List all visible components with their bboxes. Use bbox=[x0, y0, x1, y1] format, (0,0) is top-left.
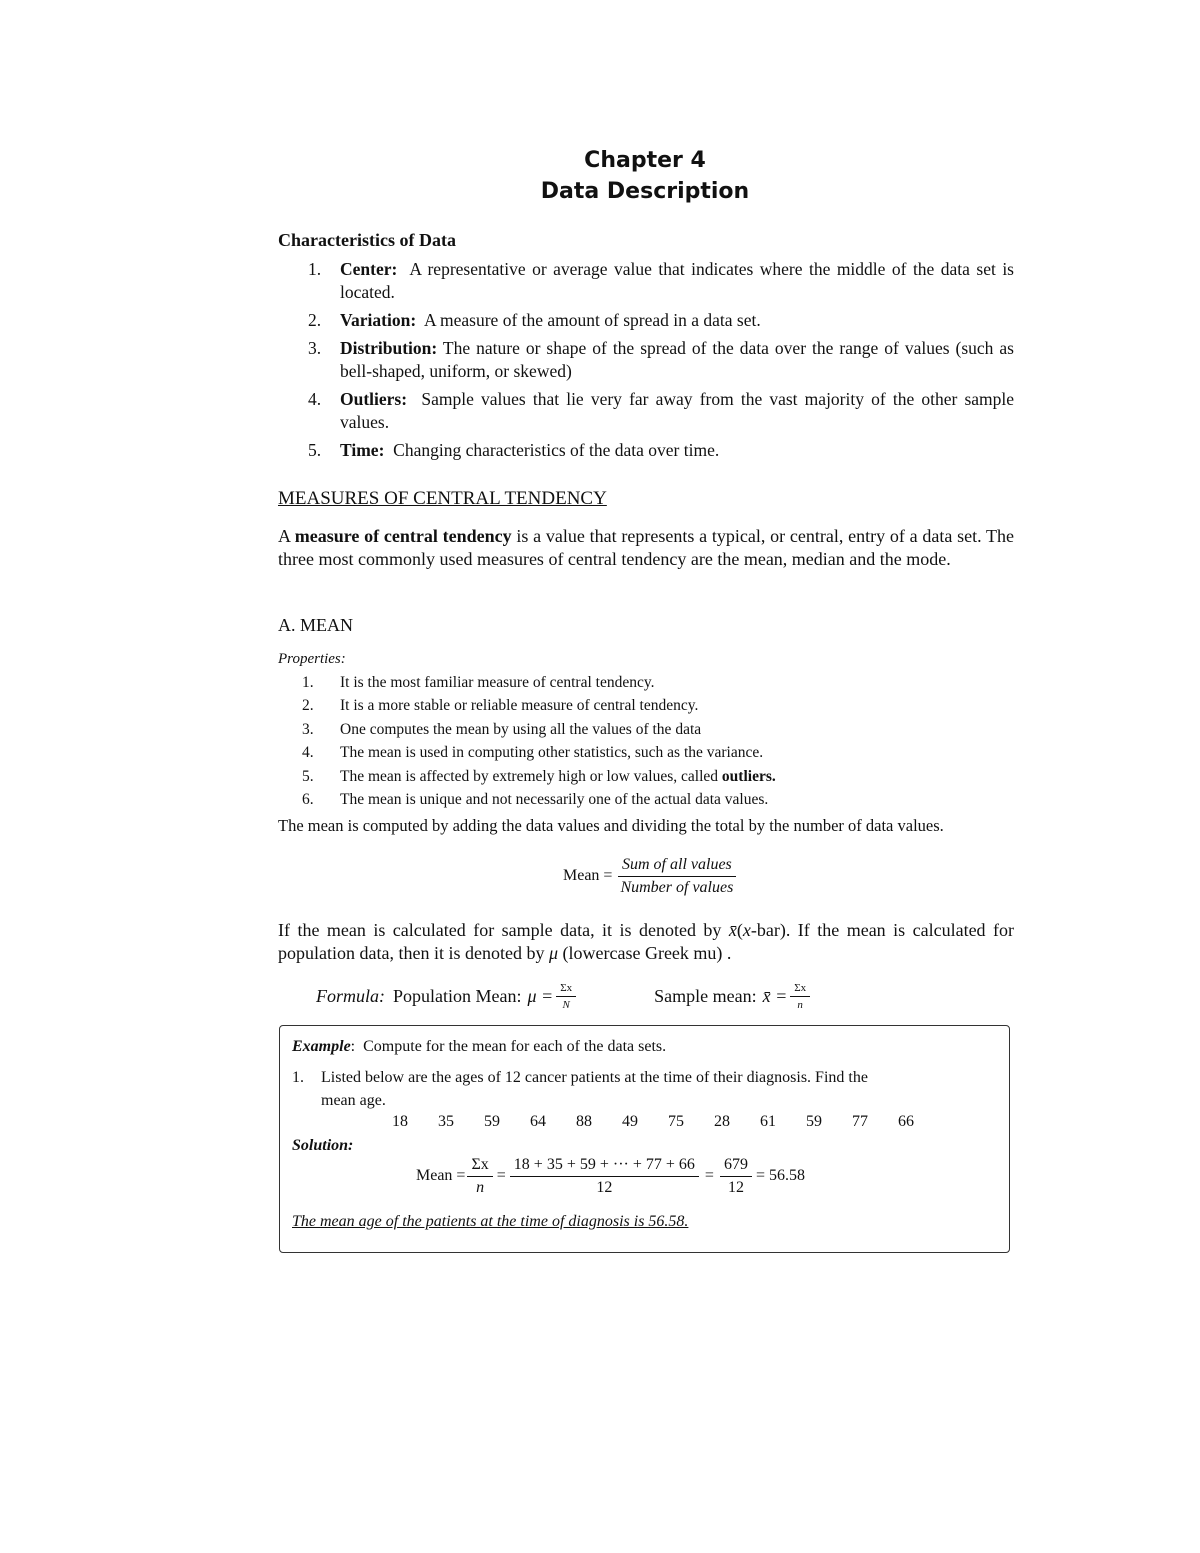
example-conclusion: The mean age of the patients at the time of diagnosis is 56.58. bbox=[292, 1213, 689, 1230]
age-value: 49 bbox=[622, 1113, 638, 1130]
list-item: 4. The mean is used in computing other statistics, such as the variance. bbox=[302, 744, 764, 762]
properties-label: Properties: bbox=[278, 651, 346, 667]
example-problem-text: Listed below are the ages of 12 cancer patients at the time of their diagnosis. Find the bbox=[321, 1069, 868, 1086]
ages-data bbox=[392, 1113, 944, 1131]
age-value: 28 bbox=[714, 1113, 730, 1130]
solution-label: Solution: bbox=[292, 1137, 354, 1154]
chapter-title: Chapter 4 bbox=[584, 148, 706, 173]
age-value: 77 bbox=[852, 1113, 868, 1130]
solution-calculation: Mean = $\frac{\Sigma x}{n}$ = $\frac{18 + 35 + 59 + \cdot\cdot\cdot + 77 + 66}{12}$ = $\frac{679}{12}$ = 56.58 bbox=[416, 1156, 805, 1196]
age-value: 88 bbox=[576, 1113, 592, 1130]
mean-heading: A. MEAN bbox=[278, 615, 353, 635]
example-problem-number: 1. bbox=[292, 1069, 304, 1086]
age-value: 35 bbox=[438, 1113, 454, 1130]
characteristics-heading: Characteristics of Data bbox=[278, 230, 456, 250]
formula-numerator: Sum of all values bbox=[618, 856, 736, 877]
properties-list bbox=[278, 671, 1014, 811]
list-item: 2. It is a more stable or reliable measure of central tendency. bbox=[302, 697, 699, 715]
central-tendency-heading: MEASURES OF CENTRAL TENDENCY bbox=[278, 488, 607, 509]
list-item: 6. The mean is unique and not necessarily one of the actual data values. bbox=[302, 791, 769, 809]
age-value: 66 bbox=[898, 1113, 914, 1130]
chapter-subtitle: Data Description bbox=[540, 179, 750, 204]
list-item: 3. One computes the mean by using all the values of the data bbox=[302, 720, 702, 738]
age-value: 18 bbox=[392, 1113, 408, 1130]
sample-mean-fraction: $\frac{\Sigma x}{n}$ bbox=[790, 982, 810, 1011]
list-item: 3. Distribution: The nature or shape of the spread of the data over the range of values (such as bell-shaped, uniform, or skewed) bbox=[308, 338, 1014, 381]
list-item: 1. Center: A representative or average value that indicates where the middle of the data set is located. bbox=[308, 259, 1014, 302]
population-mean-fraction: $\frac{\Sigma x}{N}$ bbox=[556, 982, 576, 1011]
age-value: 61 bbox=[760, 1113, 776, 1130]
list-item: 5. The mean is affected by extremely high or low values, called outliers. bbox=[302, 767, 776, 785]
list-item: 1. It is the most familiar measure of central tendency. bbox=[302, 674, 655, 691]
mean-computed-text: The mean is computed by adding the data values and dividing the total by the number of data values. bbox=[278, 816, 944, 835]
population-mean-label: Population Mean: bbox=[393, 986, 522, 1007]
age-value: 64 bbox=[530, 1113, 546, 1130]
example-problem-text-2: mean age. bbox=[321, 1092, 386, 1109]
age-value: 59 bbox=[806, 1113, 822, 1130]
formula-line: Formula: Population Mean: μ = $\frac{\Sigma x}{N}$ Sample mean: x̄ = $\frac{\Sigma x}{n}$ bbox=[316, 982, 810, 1011]
age-value: 59 bbox=[484, 1113, 500, 1130]
list-item: 2. Variation: A measure of the amount of spread in a data set. bbox=[308, 310, 761, 330]
age-value: 75 bbox=[668, 1113, 684, 1130]
mean-formula: Mean = $\frac{\text{Sum of all values}}{\text{Number of values}}$ bbox=[563, 856, 737, 896]
central-tendency-intro: A measure of central tendency is a value that represents a typical, or central, entry of a data set. The three most commonly used measures of central tendency are the mean, median and the mode. bbox=[278, 526, 1014, 569]
list-item: 5. Time: Changing characteristics of the data over time. bbox=[308, 440, 720, 460]
characteristics-list bbox=[278, 258, 1014, 467]
list-item: 4. Outliers: Sample values that lie very far away from the vast majority of the other sample values. bbox=[308, 389, 1015, 432]
formula-denominator: Number of values bbox=[620, 878, 734, 896]
example-instruction: Example: Compute for the mean for each of the data sets. bbox=[292, 1038, 667, 1055]
notation-text: If the mean is calculated for sample data, it is denoted by x̄(x-bar). If the mean is calculated for population data, then it is denoted by μ (lowercase Greek mu) . bbox=[278, 920, 1015, 963]
sample-mean-label: Sample mean: bbox=[654, 986, 757, 1007]
